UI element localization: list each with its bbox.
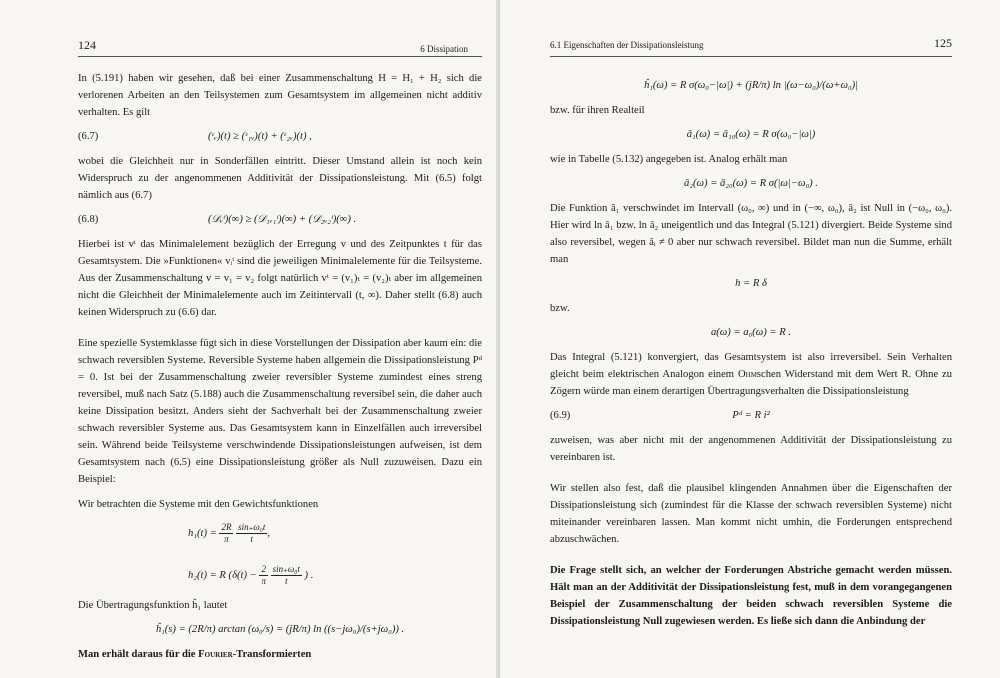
equation-h1-omega [550, 70, 952, 102]
fraction: $\frac{2R}{\pi}$ [221, 522, 232, 545]
paragraph: bzw. für ihren Realteil [550, 105, 645, 116]
running-head: 6.1 Eigenschaften der Dissipationsleistung [550, 40, 704, 50]
paragraph: Die Frage stellt sich, an welcher der Forderungen Abstriche gemacht werden müssen. Hält man an der Additivität der Dissipationsleistung fest, muß in dem vorangegangenen Beispiel der Zusammenschaltung der beiden schwach reversiblen Systeme die Dissipationsleistung Null zugewiesen werden. Es ließe sich dann die Anbindung der [550, 565, 952, 627]
equation-body: h = R δ [735, 278, 767, 289]
paragraph: In (5.191) haben wir gesehen, daß bei einer Zusammenschaltung H = H₁ + H₂ sich die verlorenen Arbeiten an den Teilsystemen zum Gesamtsystem im allgemeinen nicht additiv verhalten. Es gilt [78, 73, 482, 118]
equation-h1-s [78, 614, 482, 646]
right-header [550, 0, 952, 50]
paragraph: Die Funktion ā₁ verschwindet im Intervall (ω₀, ∞) und in (−∞, ω₀), ā₂ ist Null in (−ω₀, ω₀). Hier wird ln ā₁ bzw. ln ā₂ uneigentlich und das Integral (5.121) divergiert. Beide Systeme sind also reversibel, wegen āᵢ ≠ 0 aber nur schwach reversibel. Bildet man nun die Summe, erhält man [550, 203, 952, 265]
equation-number: (6.9) [550, 410, 571, 421]
equation-lhs: h₁(t) = [188, 528, 220, 539]
paragraph: Wir stellen also fest, daß die plausibel klingenden Annahmen über die Eigenschaften der Dissipationsleistung sich (zumindest für die Klasse der schwach reversiblen Systeme) nicht miteinander vereinbaren lassen. Man kommt nicht umhin, die Forderungen entsprechend abzuschwächen. [550, 483, 952, 545]
equation-a1 [550, 119, 952, 151]
paragraph: Das Integral (5.121) konvergiert, das Gesamtsystem ist also irreversibel. Sein Verhalten gleicht beim elektrischen Analogon einem Ohmschen Widerstand mit dem Wert R. Ohne zu Zögern würde man einem derartigen Übertragungsverhalten die Dissipationsleistung [550, 352, 953, 397]
equation-body: ĥ₁(s) = (2R/π) arctan (ω₀/s) = (jR/π) ln ((s−jω₀)/(s+jω₀)) . [155, 624, 405, 635]
equation-number: (6.8) [78, 214, 99, 225]
equation-6-8 [78, 204, 482, 236]
fraction: $\frac{\text{sin₊ω₀t}}{t}$ [272, 564, 300, 587]
paragraph: Wir betrachten die Systeme mit den Gewichtsfunktionen [78, 499, 319, 510]
equation-h1: h₁(t) = $\frac{2R}{\pi}$ $\frac{\text{sin₊ω₀t}}{t}$ , [188, 522, 270, 545]
header-rule [78, 56, 482, 57]
equation-body: a(ω) = a₀(ω) = R . [710, 327, 791, 338]
paragraph: zuweisen, was aber nicht mit der angenommenen Additivität der Dissipationsleistung zu vereinbaren ist. [550, 435, 952, 463]
equation-body: ā₂(ω) = ā₂₀(ω) = R σ(|ω|−ω₀) . [684, 178, 818, 189]
right-page [500, 0, 1000, 678]
equation-lhs: h₂(t) = R (δ(t) − [188, 570, 260, 581]
equation-h2 [78, 555, 482, 597]
fraction: $\frac{2}{\pi}$ [261, 564, 266, 587]
equation-h-sum [550, 268, 952, 300]
equation-body: Pᵈ = R i² [732, 410, 770, 421]
paragraph: wie in Tabelle (5.132) angegeben ist. Analog erhält man [550, 154, 788, 165]
equation-number: (6.7) [78, 131, 99, 142]
running-head: 6 Dissipation [420, 44, 468, 54]
equation-body: ā₁(ω) = ā₁₀(ω) = R σ(ω₀−|ω|) [686, 129, 816, 140]
equation-6-9 [550, 400, 952, 432]
paragraph: wobei die Gleichheit nur in Sonderfällen eintritt. Dieser Umstand allein ist noch kein Widerspruch zu der angenommenen Additivität der Dissipationsleistung. Mit (6.5) folgt nämlich aus (6.7) [78, 156, 482, 201]
equation-a2 [550, 168, 952, 200]
left-header [78, 0, 482, 54]
header-rule [550, 56, 952, 57]
paragraph: Die Übertragungsfunktion ĥ₁ lautet [78, 600, 228, 611]
equation-body: (ᵋᵥ)(t) ≥ (ᵋ₁ᵥ)(t) + (ᵋ₂ᵥ)(t) , [208, 131, 312, 142]
equation-body: ĥ₁(ω) = R σ(ω₀−|ω|) + (jR/π) ln |(ω−ω₀)/(ω+ω₀)| [643, 80, 859, 91]
paragraph: Eine spezielle Systemklasse fügt sich in diese Vorstellungen der Dissipation aber kaum ein: die schwach reversiblen Systeme. Reversible Systeme haben allgemein die Dissipationsleistung Pᵈ = 0. Ist bei der Zusammenschaltung zweier reversibler Systeme zumindest eines streng reversibel, muß nach Satz (5.188) auch die Zusammenschaltung reversibel sein, die daher auch keine Dissipation besitzt. Anders sieht der Sachverhalt bei der Zusammenschaltung zweier schwach reversibler Systeme aus. Das Gesamtsystem kann in Einzelfällen auch irreversibel sein. Während beide Teilsysteme verschwindende Dissipationsleistungen aufweisen, ist dem Gesamtsystem nach (6.5) eine Dissipationsleistung größer als Null zuzuweisen. Dazu ein Beispiel: [78, 338, 482, 485]
paragraph: bzw. [550, 303, 570, 314]
equation-a-sum [550, 317, 952, 349]
page-number: 124 [78, 38, 96, 52]
paragraph: Man erhält daraus für die Fourier-Transformierten [78, 649, 312, 660]
equation-end: ) . [304, 570, 314, 581]
equation-body: (𝒟ᵥᵗ)(∞) ≥ (𝒟₁ᵥ₁ᵗ)(∞) + (𝒟₂ᵥ₂ᵗ)(∞) . [208, 214, 357, 225]
page-number: 125 [934, 36, 952, 50]
fraction: $\frac{\text{sin₊ω₀t}}{t}$ [238, 522, 266, 545]
paragraph: Hierbei ist vᵗ das Minimalelement bezüglich der Erregung v und des Zeitpunktes t für das Gesamtsystem. Die »Funktionen« vᵢᵗ sind die jeweiligen Minimalelemente für die Teilsysteme. Aus der Zusammenschaltung v = v₁ = v₂ folgt natürlich vᵗ = (v₁)ₜ = (v₂)ₜ aber im allgemeinen nicht die Gleichheit der Minimalelemente auch im Zeitintervall (t, ∞). Daher stellt (6.8) auch keinen Widerspruch zu (6.6) dar. [78, 239, 482, 318]
equation-6-7 [78, 121, 482, 153]
